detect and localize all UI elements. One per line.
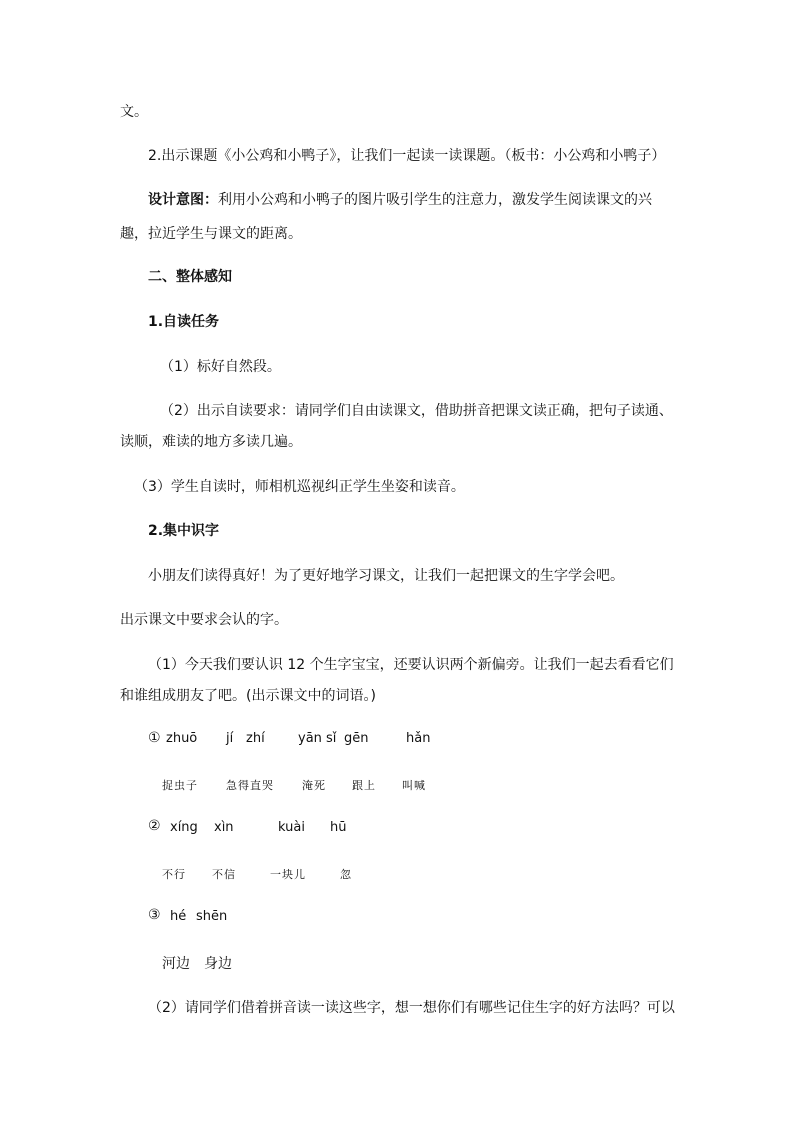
group-2-marker: ② [148, 818, 161, 834]
item-1: （1）标好自然段。 [160, 359, 281, 375]
pinyin: zhí [246, 731, 265, 746]
group-3-marker: ③ [148, 907, 161, 923]
design-intent-line1 [148, 190, 652, 210]
word: 跟上 [352, 779, 376, 792]
show-characters-paragraph: 出示课文中要求会认的字。 [120, 612, 288, 628]
section-heading: 二、整体感知 [148, 269, 232, 285]
pinyin: hū [330, 820, 347, 835]
word: 急得直哭 [226, 779, 274, 792]
task-1-line1: （1）今天我们要认识 12 个生字宝宝，还要认识两个新偏旁。让我们一起去看看它们 [148, 657, 674, 673]
pinyin: hǎn [406, 731, 431, 746]
word: 捉虫子 [162, 779, 198, 792]
pinyin: xíng [170, 820, 198, 835]
pinyin: kuài [278, 820, 305, 835]
word: 一块儿 [270, 868, 306, 881]
pinyin: gēn [344, 731, 369, 746]
word: 不信 [212, 868, 236, 881]
word: 不行 [162, 868, 186, 881]
task-1-line2: 和谁组成朋友了吧。(出示课文中的词语。) [120, 688, 376, 704]
item-2-line1: （2）出示自读要求：请同学们自由读课文，借助拼音把课文读正确，把句子读通、 [160, 403, 673, 419]
pinyin: shēn [196, 909, 228, 924]
paragraph-show-title: 2.出示课题《小公鸡和小鸭子》，让我们一起读一读课题。（板书：小公鸡和小鸭子） [148, 148, 666, 164]
pinyin: jí [226, 731, 234, 746]
paragraph-continuation: 文。 [120, 104, 148, 120]
word: 身边 [204, 956, 232, 972]
subheading-characters: 2.集中识字 [148, 523, 220, 539]
design-intent-line2: 趣，拉近学生与课文的距离。 [120, 226, 302, 242]
word: 淹死 [302, 779, 326, 792]
group-1-marker: ① [148, 730, 161, 746]
item-3: （3）学生自读时，师相机巡视纠正学生坐姿和读音。 [134, 479, 465, 495]
praise-paragraph: 小朋友们读得真好！为了更好地学习课文，让我们一起把课文的生字学会吧。 [148, 568, 624, 584]
word: 忽 [340, 868, 352, 881]
item-2-line2: 读顺，难读的地方多读几遍。 [120, 434, 302, 450]
task-2-line1: （2）请同学们借着拼音读一读这些字，想一想你们有哪些记住生字的好方法吗？可以 [148, 1000, 675, 1016]
design-intent-label: 设计意图： [148, 192, 218, 208]
subheading-self-reading: 1.自读任务 [148, 314, 220, 330]
design-intent-text: 利用小公鸡和小鸭子的图片吸引学生的注意力，激发学生阅读课文的兴 [218, 192, 652, 208]
pinyin: xìn [214, 820, 234, 835]
word: 叫喊 [402, 779, 426, 792]
pinyin: yān sǐ [298, 731, 337, 746]
pinyin: zhuō [166, 731, 198, 746]
word: 河边 [162, 956, 190, 972]
pinyin: hé [170, 909, 187, 924]
